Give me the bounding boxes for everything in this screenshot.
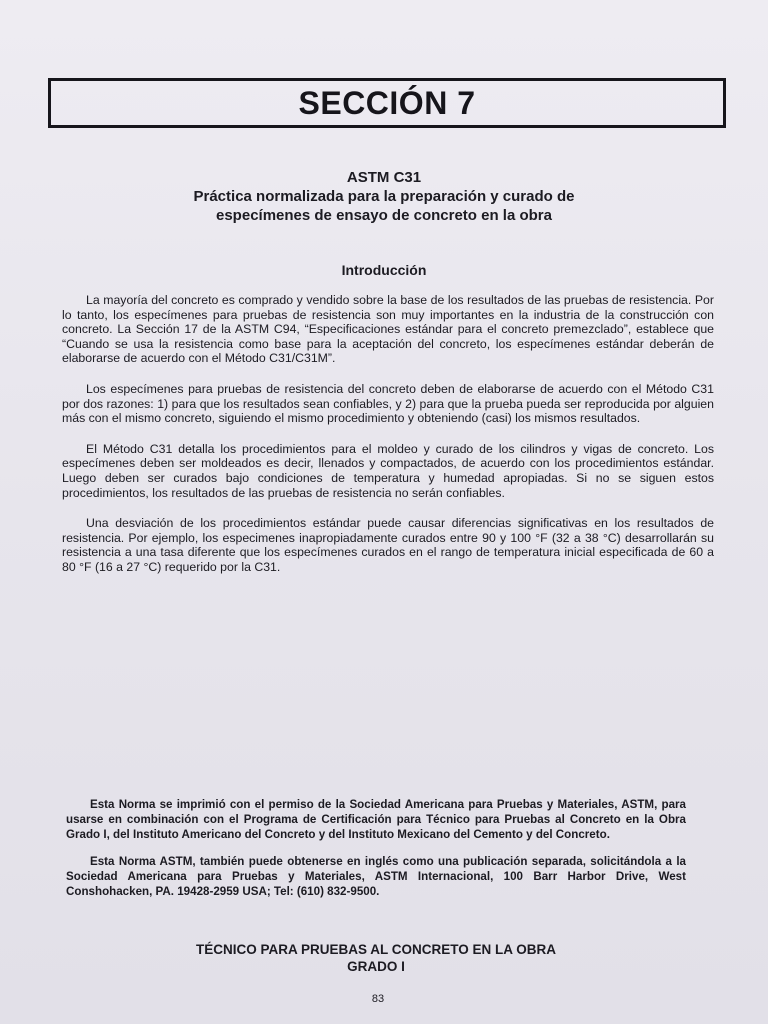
standard-title-block bbox=[0, 168, 768, 225]
standard-title-line-1: Práctica normalizada para la preparación y curado de bbox=[193, 188, 575, 205]
intro-paragraph: Los especímenes para pruebas de resistencia del concreto deben de elaborarse de acuerdo con el Método C31 por dos razones: 1) para que los resultados sean confiables, y 2) para que la prueba pueda ser reproducida por alguien más con el mismo concreto, siguiendo el mismo procedimiento y obteniendo (casi) los mismos resultados. bbox=[62, 381, 714, 426]
copyright-notice bbox=[66, 797, 686, 911]
notice-paragraph-availability: Esta Norma ASTM, también puede obtenerse en inglés como una publicación separada, solicitándola a la Sociedad Americana para Pruebas y Materiales, ASTM Internacional, 100 Barr Harbor Drive, West Conshohacken, PA. 19428-2959 USA; Tel: (610) 832-9500. bbox=[66, 855, 686, 898]
section-header-box bbox=[48, 78, 726, 128]
intro-paragraph: La mayoría del concreto es comprado y vendido sobre la base de los resultados de las pruebas de resistencia. Por lo tanto, los especímenes para pruebas de resistencia son muy importantes en la industria de la construcción con concreto. La Sección 17 de la ASTM C94, “Especificaciones estándar para el concreto premezclado”, establece que “Cuando se usa la resistencia como base para la aceptación del concreto, los especímenes estándar deberán de elaborarse de acuerdo con el Método C31/C31M”. bbox=[62, 293, 714, 366]
introduction-heading: Introducción bbox=[341, 262, 427, 278]
intro-paragraph: El Método C31 detalla los procedimientos para el moldeo y curado de los cilindros y vigas de concreto. Los especímenes deben ser moldeados es decir, llenados y compactados, de acuerdo con los procedimientos estándar. Luego deben ser curados bajo condiciones de temperatura y humedad apropiadas. Si no se siguen estos procedimientos, los resultados de las pruebas de resistencia no serán confiables. bbox=[62, 441, 714, 500]
footer-title bbox=[0, 941, 752, 975]
notice-paragraph-permission: Esta Norma se imprimió con el permiso de la Sociedad Americana para Pruebas y Materiales, ASTM, para usarse en combinación con el Programa de Certificación para Técnico para Pruebas al Concreto en la Obra Grado I, del Instituto Americano del Concreto y del Instituto Mexicano del Cemento y del Concreto. bbox=[66, 798, 686, 841]
footer-title-line-2: GRADO I bbox=[347, 959, 405, 974]
introduction-body bbox=[62, 293, 714, 591]
standard-title-line-2: especímenes de ensayo de concreto en la obra bbox=[216, 207, 552, 224]
page-number: 83 bbox=[371, 993, 385, 1005]
footer-title-line-1: TÉCNICO PARA PRUEBAS AL CONCRETO EN LA OBRA bbox=[195, 942, 557, 957]
standard-code: ASTM C31 bbox=[346, 169, 422, 186]
section-title: SECCIÓN 7 bbox=[298, 84, 476, 121]
intro-paragraph: Una desviación de los procedimientos estándar puede causar diferencias significativas en los resultados de resistencia. Por ejemplo, los especimenes inapropiadamente curados entre 90 y 100 °F (32 a 38 °C) desarrollarán su resistencia a una tasa diferente que los especímenes curados en el rango de temperatura inicial especificada de 60 a 80 °F (16 a 27 °C) requerido por la C31. bbox=[62, 516, 714, 574]
